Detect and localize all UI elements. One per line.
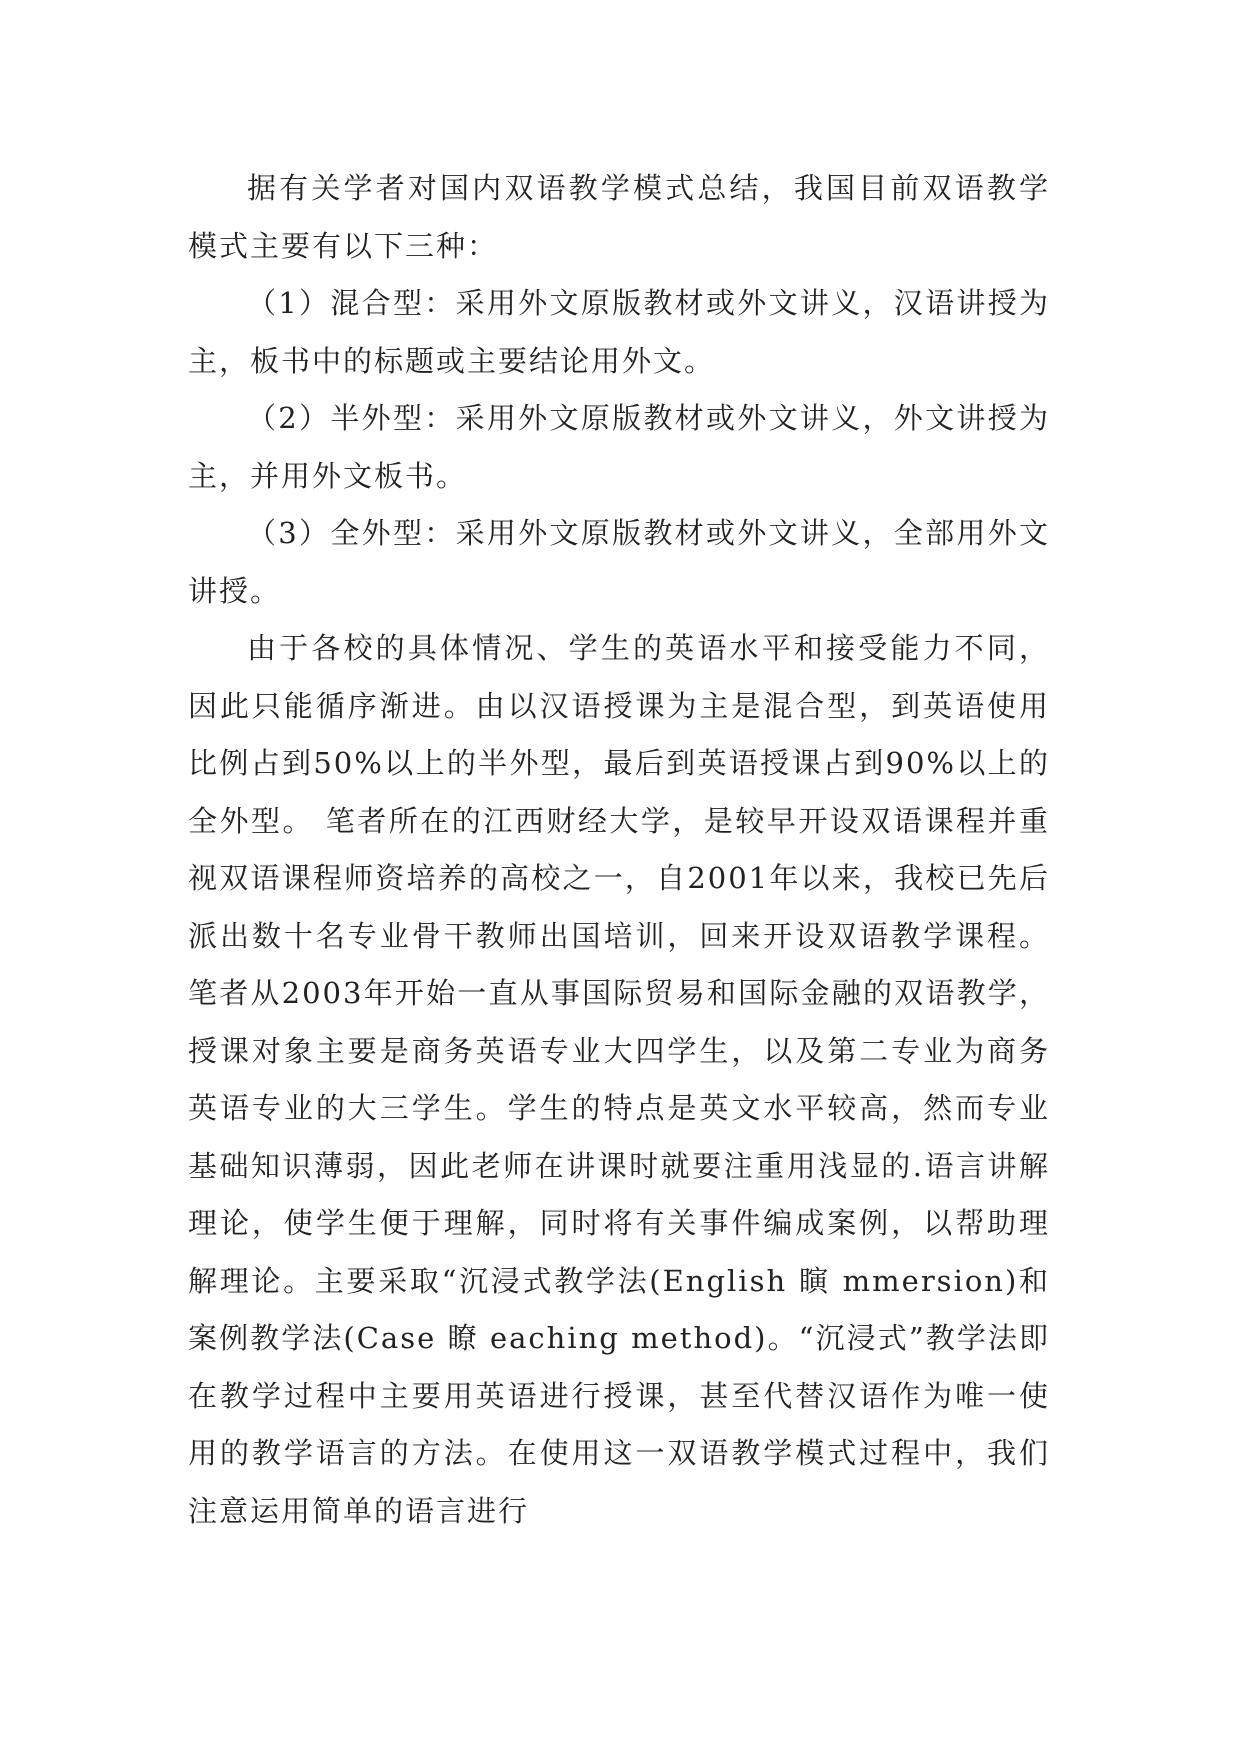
list-item-full-foreign: （3）全外型：采用外文原版教材或外文讲义，全部用外文讲授。 — [188, 516, 1050, 608]
body-text — [188, 160, 1050, 1540]
intro-paragraph: 据有关学者对国内双语教学模式总结，我国目前双语教学模式主要有以下三种： — [188, 171, 1050, 263]
body-paragraph: 由于各校的具体情况、学生的英语水平和接受能力不同，因此只能循序渐进。由以汉语授课为主是混合型，到英语使用比例占到50%以上的半外型，最后到英语授课占到90%以上的全外型。 笔者所在的江西财经大学，是较早开设双语课程并重视双语课程师资培养的高校之一，自2001年以来，我校已先后派出数十名专业骨干教师出国培训，回来开设双语教学课程。笔者从2003年开始一直从事国际贸易和国际金融的双语教学，授课对象主要是商务英语专业大四学生，以及第二专业为商务英语专业的大三学生。学生的特点是英文水平较高，然而专业基础知识薄弱，因此老师在讲课时就要注重用浅显的.语言讲解理论，使学生便于理解，同时将有关事件编成案例，以帮助理解理论。主要采取“沉浸式教学法(English 瞚 mmersion)和案例教学法(Case 瞭 eaching method)。“沉浸式”教学法即在教学过程中主要用英语进行授课，甚至代替汉语作为唯一使用的教学语言的方法。在使用这一双语教学模式过程中，我们注意运用简单的语言进行 — [188, 631, 1050, 1528]
list-item-semi-foreign: （2）半外型：采用外文原版教材或外文讲义，外文讲授为主，并用外文板书。 — [188, 401, 1050, 493]
list-item-mixed: （1）混合型：采用外文原版教材或外文讲义，汉语讲授为主，板书中的标题或主要结论用外文。 — [188, 286, 1050, 378]
